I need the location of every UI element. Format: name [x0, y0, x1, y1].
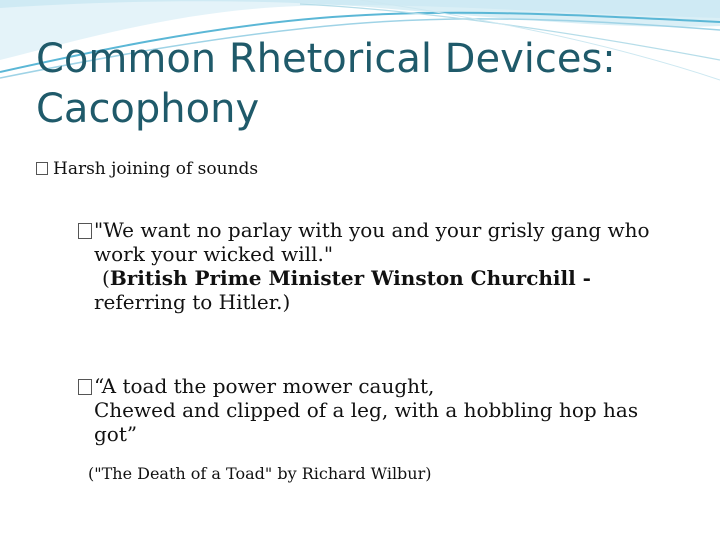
quote2-line2: Chewed and clipped of a leg, with a hobbling hop has — [94, 398, 639, 422]
title-line-2: Cacophony — [36, 86, 260, 132]
quote1-line1: "We want no parlay with you and your grisly gang who — [94, 218, 650, 242]
definition-text: Harsh joining of sounds — [53, 159, 259, 179]
attribution-open-paren: ( — [102, 266, 110, 290]
quote1-attribution-line2: referring to Hitler.) — [94, 290, 291, 314]
slide-title — [36, 34, 696, 134]
unknown-glyph-box-icon — [78, 223, 92, 239]
attribution-speaker: British Prime Minister Winston Churchill - — [109, 266, 591, 290]
toad-poem-quote — [94, 374, 704, 446]
definition-bullet — [36, 157, 258, 181]
quote1-attribution — [94, 266, 704, 290]
churchill-quote — [94, 218, 704, 314]
quote2-line1: “A toad the power mower caught, — [94, 374, 435, 398]
quote1-line2: work your wicked will." — [94, 242, 334, 266]
quote2-line3: got” — [94, 422, 138, 446]
poem-source: ("The Death of a Toad" by Richard Wilbur) — [88, 464, 432, 483]
unknown-glyph-box-icon — [78, 379, 92, 395]
unknown-glyph-box-icon — [36, 162, 48, 175]
title-line-1: Common Rhetorical Devices: — [36, 36, 616, 82]
